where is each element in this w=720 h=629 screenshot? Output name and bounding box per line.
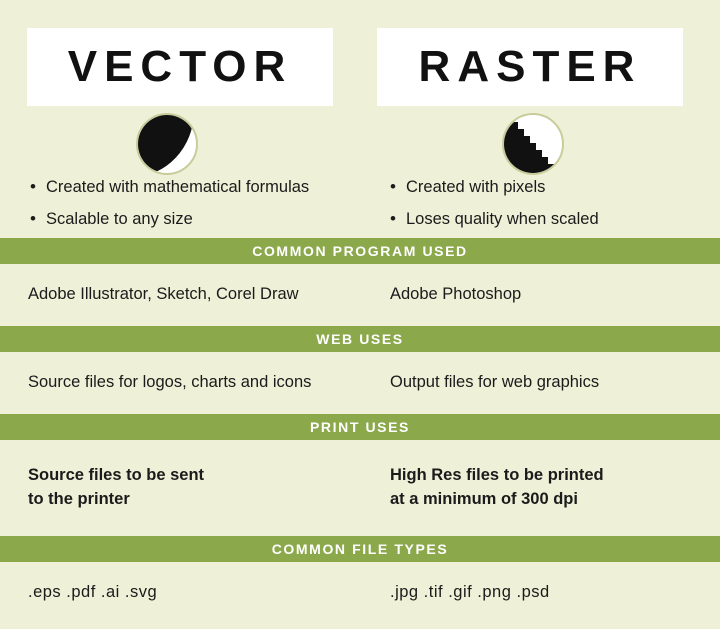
smooth-curve-zoom-icon (136, 113, 198, 175)
row-print-uses (0, 440, 720, 536)
vector-cell-line1: Source files to be sent (28, 465, 205, 484)
vector-bullets-column (0, 175, 360, 238)
curve-fill (136, 113, 194, 175)
row-common-program-used (0, 264, 720, 326)
section-bar-common-program-used (0, 238, 720, 264)
intro-bullets-section (0, 175, 720, 238)
vector-cell (0, 440, 360, 536)
section-bar-common-file-types (0, 536, 720, 562)
section-label: COMMON PROGRAM USED (252, 243, 468, 260)
raster-title-card (377, 28, 683, 106)
raster-cell: Output files for web graphics (390, 373, 600, 392)
raster-cell-line1: High Res files to be printed (390, 465, 604, 484)
row-common-file-types (0, 562, 720, 624)
pixel-row (504, 115, 512, 122)
raster-cell: .jpg .tif .gif .png .psd (390, 582, 550, 601)
vector-cell: .eps .pdf .ai .svg (28, 582, 158, 601)
list-item: • Scalable to any size (30, 207, 350, 233)
raster-title: RASTER (418, 42, 642, 91)
pixel-row (504, 143, 536, 150)
section-label: PRINT USES (309, 418, 410, 435)
list-item: • Created with pixels (390, 175, 710, 201)
raster-cell (360, 440, 720, 536)
section-label: COMMON FILE TYPES (271, 540, 449, 557)
pixelated-edge-zoom-icon (502, 113, 564, 175)
raster-cell-line2: at a minimum of 300 dpi (390, 489, 578, 508)
list-item: • Loses quality when scaled (390, 207, 710, 233)
section-label: WEB USES (316, 331, 404, 348)
raster-bullet-list (390, 175, 710, 232)
pixel-row (504, 157, 548, 164)
pixel-row (504, 136, 530, 143)
pixel-row (504, 122, 518, 129)
pixel-row (504, 164, 556, 171)
pixel-row (504, 129, 524, 136)
vector-cell: Source files for logos, charts and icons (28, 373, 312, 392)
pixel-row (504, 150, 542, 157)
vector-cell: Adobe Illustrator, Sketch, Corel Draw (28, 285, 299, 304)
pixel-step-shape (504, 115, 562, 173)
vector-title-card (27, 28, 333, 106)
smooth-curve-shape (138, 115, 196, 173)
raster-bullets-column (360, 175, 720, 238)
vector-title: VECTOR (67, 42, 293, 91)
section-bar-web-uses (0, 326, 720, 352)
row-web-uses (0, 352, 720, 414)
vector-bullet-list (30, 175, 350, 232)
vector-cell-line2: to the printer (28, 489, 130, 508)
section-bar-print-uses (0, 414, 720, 440)
titles-section (0, 0, 720, 175)
list-item: • Created with mathematical formulas (30, 175, 350, 201)
raster-cell: Adobe Photoshop (390, 285, 522, 304)
